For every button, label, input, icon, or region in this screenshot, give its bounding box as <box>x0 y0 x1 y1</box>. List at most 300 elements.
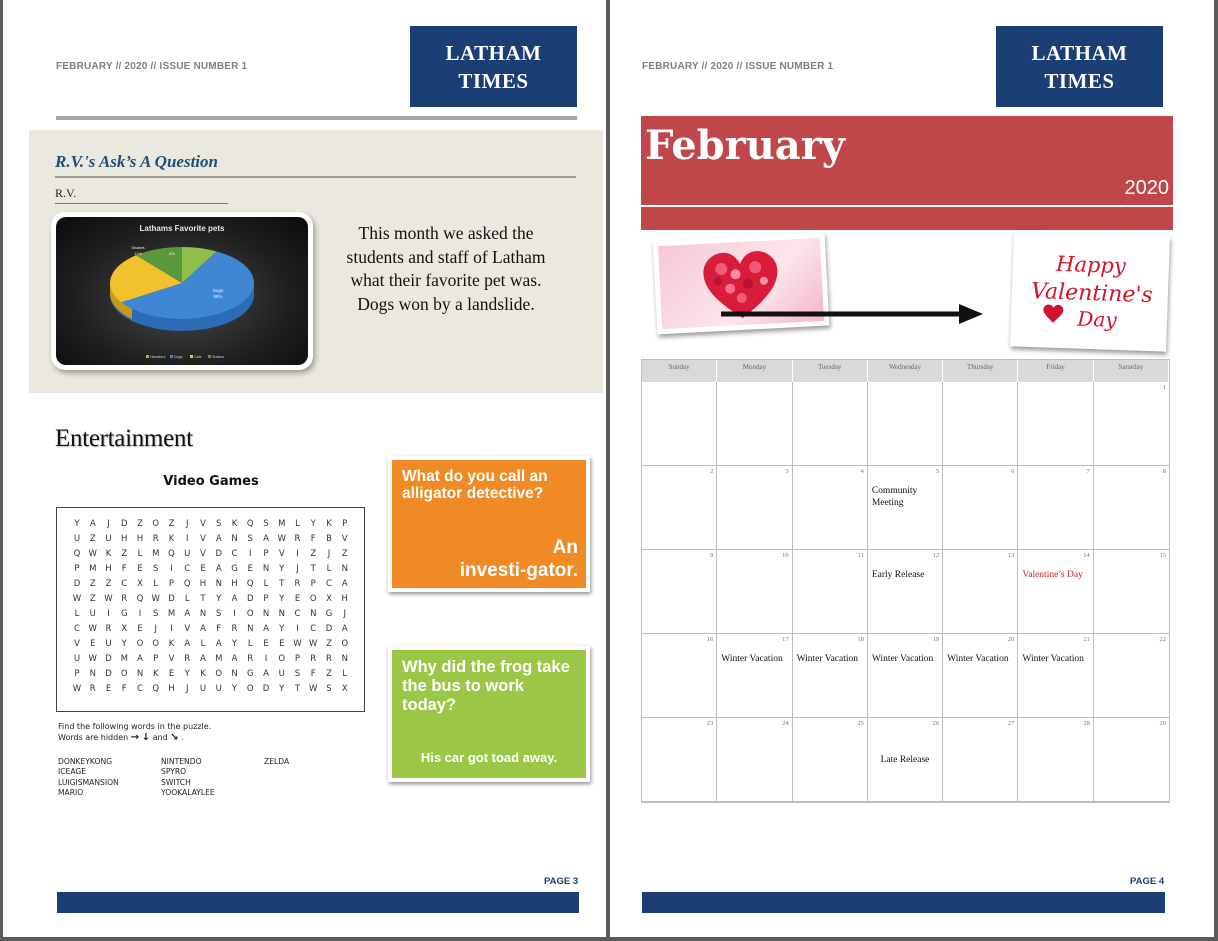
word-search-letter: A <box>341 579 348 589</box>
calendar-day-cell <box>1018 550 1093 634</box>
legend-entry: Cats <box>194 355 202 359</box>
day-number: 4 <box>860 468 864 475</box>
word-search-letter: Z <box>89 534 96 544</box>
masthead <box>410 26 577 107</box>
word-search-letter: N <box>231 669 238 679</box>
word-search-letter: Z <box>168 519 175 529</box>
word-search-letter: A <box>184 639 191 649</box>
word-search-letter: L <box>184 594 190 604</box>
header-rule <box>56 116 577 120</box>
word-search-letter: M <box>152 549 160 559</box>
calendar-day-cell <box>717 718 792 802</box>
calendar-day-cell <box>1094 550 1169 634</box>
legend-entry: Hamsters <box>150 355 166 359</box>
word-search-instructions <box>58 721 211 743</box>
word-search-letter: C <box>231 549 238 559</box>
word-search-letter: W <box>72 594 82 604</box>
word-search-letter: Y <box>231 639 238 649</box>
word-search-letter: J <box>185 684 189 694</box>
weekday-label: Friday <box>1018 360 1093 382</box>
word-search-letter: R <box>310 654 317 664</box>
day-number: 21 <box>1083 636 1090 643</box>
day-number: 8 <box>1162 468 1166 475</box>
word-search-letter: U <box>215 684 222 694</box>
word-search-letter: I <box>170 564 173 574</box>
word-search-letter: V <box>278 549 285 559</box>
dateline: FEBRUARY // 2020 // ISSUE NUMBER 1 <box>642 61 834 72</box>
word-search-letter: A <box>263 534 269 544</box>
day-number: 9 <box>710 552 714 559</box>
word-search-letter: Q <box>168 549 175 559</box>
word-search-letter: H <box>105 564 112 574</box>
word-search-letter: I <box>248 549 252 559</box>
calendar-day-cell <box>868 634 943 718</box>
joke-question: Why did the frog take the bus to work today? <box>402 658 570 714</box>
word-search-letter: A <box>184 609 191 619</box>
word-search-letter: W <box>88 654 97 664</box>
word-search-letter: H <box>168 684 175 694</box>
valentine-line-3: Day <box>1076 306 1118 332</box>
day-number: 17 <box>782 636 789 643</box>
word-search-letter: P <box>153 654 159 664</box>
calendar-weekday-header <box>642 360 1169 382</box>
word-search-letter: Z <box>326 669 332 679</box>
word-search-letter: Z <box>137 519 143 529</box>
word-search-letter: P <box>263 549 269 559</box>
word-search-letter: F <box>310 669 316 679</box>
word-list-item: YOOKALAYLEE <box>161 788 215 798</box>
word-search-row <box>70 564 352 579</box>
word-search-letter: I <box>296 549 299 559</box>
day-number: 7 <box>1086 468 1090 475</box>
word-search-letter: O <box>215 669 223 679</box>
day-number: 16 <box>706 636 714 643</box>
word-search-letter: A <box>263 624 269 634</box>
question-summary: This month we asked the students and staff of Latham what their favorite pet was. Dogs won by a landslide. <box>346 223 546 314</box>
calendar-day-cell <box>642 382 717 466</box>
word-search-letter: U <box>73 654 81 664</box>
pie-slices <box>110 247 254 319</box>
word-search-grid <box>56 507 365 712</box>
word-search-letter: O <box>309 594 317 604</box>
word-search-letter: O <box>341 639 349 649</box>
word-list-item: ZELDA <box>264 757 290 766</box>
joke-card-frog <box>388 646 590 782</box>
author-byline: R.V. <box>55 186 77 200</box>
weekday-label: Sunday <box>642 360 717 382</box>
footer-bar <box>57 892 579 913</box>
ask-a-question-section <box>29 130 603 393</box>
word-search-letter: U <box>89 609 96 619</box>
word-search-letter: A <box>137 654 143 664</box>
instructions-line-1: Find the following words in the puzzle. <box>58 722 212 731</box>
day-number: 1 <box>1162 384 1166 391</box>
word-search-letter: A <box>200 624 206 634</box>
word-search-letter: W <box>72 684 82 694</box>
word-search-letter: K <box>231 519 238 529</box>
day-number: 5 <box>935 468 940 475</box>
word-search-letter: X <box>121 624 128 634</box>
word-search-letter: A <box>341 624 348 634</box>
word-search-letter: Y <box>279 684 285 694</box>
word-search-letter: Z <box>341 549 348 559</box>
word-search-letter: V <box>74 639 80 649</box>
word-search-letter: G <box>231 564 238 574</box>
word-search-letter: N <box>199 609 207 619</box>
title-rule <box>55 176 576 178</box>
word-search-letter: I <box>233 609 236 619</box>
word-search-letter: V <box>184 624 191 634</box>
calendar-day-cell <box>943 466 1018 550</box>
word-search-letter: E <box>105 684 112 694</box>
word-search-letter: M <box>120 654 128 664</box>
word-search-letter: O <box>278 654 286 664</box>
word-search-letter: O <box>152 639 160 649</box>
word-search-letter: I <box>296 624 299 634</box>
word-search-letter: R <box>294 579 301 589</box>
word-search-letter: X <box>326 594 332 604</box>
calendar-day-cell <box>717 550 792 634</box>
word-search-letter: X <box>341 684 348 694</box>
day-number: 20 <box>1007 636 1015 643</box>
instructions-prefix: Words are hidden <box>58 733 129 742</box>
calendar-day-cell <box>1094 718 1169 802</box>
word-list-item: MARIO <box>58 788 84 798</box>
weekday-label: Tuesday <box>793 360 868 382</box>
word-search-letter: I <box>138 609 142 619</box>
word-search-letter: D <box>262 684 270 694</box>
newsletter-page-4 <box>610 0 1214 937</box>
word-search-letter: L <box>153 579 159 589</box>
page-number: PAGE 4 <box>1130 876 1165 887</box>
calendar-day-cell <box>1018 466 1093 550</box>
word-search-letter: E <box>137 564 143 574</box>
calendar-event: Winter Vacation <box>1022 654 1084 664</box>
word-search-letter: W <box>151 594 160 604</box>
word-search-letter: F <box>121 684 127 694</box>
word-search-letter: V <box>200 534 206 544</box>
word-search-letter: K <box>168 639 175 649</box>
word-search-letter: U <box>105 534 112 544</box>
word-search-letter: R <box>89 684 96 694</box>
word-search-letter: T <box>279 579 285 589</box>
calendar-event: Late Release <box>880 755 930 765</box>
word-search-letter: A <box>215 564 222 574</box>
word-search-letter: I <box>107 609 110 619</box>
dogs-data-value: 58% <box>213 294 223 299</box>
word-search-letter: H <box>121 534 128 544</box>
calendar-day-cell <box>793 382 868 466</box>
word-search-letter: S <box>153 609 159 619</box>
word-search-letter: S <box>247 534 253 544</box>
word-search-letter: W <box>104 594 113 604</box>
word-search-letter: S <box>153 564 159 574</box>
word-search-letter: Q <box>73 549 81 559</box>
chart-title: Lathams Favorite pets <box>139 224 225 233</box>
word-search-letter: P <box>74 669 80 679</box>
word-search-letter: G <box>246 669 254 679</box>
word-search-letter: A <box>231 594 238 604</box>
calendar-event: Winter Vacation <box>947 654 1009 664</box>
word-search-letter: R <box>121 594 128 604</box>
word-search-letter: A <box>231 654 238 664</box>
word-search-letter: D <box>120 519 128 529</box>
word-search-letter: M <box>278 519 286 529</box>
calendar-day-cell <box>642 550 717 634</box>
word-search-letter: D <box>73 579 81 589</box>
word-search-letter: E <box>247 564 253 574</box>
day-number: 24 <box>782 720 789 727</box>
day-number: 23 <box>706 720 714 727</box>
word-search-row <box>70 654 352 669</box>
word-search-letter: U <box>199 684 207 694</box>
word-search-letter: V <box>168 654 175 664</box>
word-search-letter: S <box>216 609 222 619</box>
word-search-letter: N <box>278 609 285 619</box>
word-search-letter: P <box>263 594 269 604</box>
arrow-right-icon: → <box>130 732 140 743</box>
word-search-letter: H <box>136 534 144 544</box>
calendar-day-cell <box>793 466 868 550</box>
month-title: February <box>645 122 846 169</box>
word-search-letter: R <box>247 654 254 664</box>
word-search-letter: A <box>89 519 96 529</box>
word-search-letter: N <box>215 579 222 589</box>
weekday-label: Wednesday <box>868 360 943 382</box>
word-search-letter: K <box>105 549 112 559</box>
word-list <box>58 757 378 799</box>
word-list-item <box>264 767 367 777</box>
calendar-event: Winter Vacation <box>721 654 783 664</box>
word-search-letter: J <box>327 549 331 559</box>
joke-answer-line-2: investi-gator. <box>459 560 578 581</box>
word-search-letter: W <box>309 684 318 694</box>
word-search-letter: N <box>341 654 348 664</box>
chart-legend <box>146 355 224 359</box>
word-search-letter: N <box>262 609 270 619</box>
word-search-letter: J <box>343 609 346 619</box>
valentines-day-card <box>1010 231 1170 351</box>
word-search-letter: R <box>152 534 159 544</box>
word-search-letter: X <box>137 579 143 589</box>
word-search-letter: N <box>89 669 96 679</box>
calendar-grid <box>642 382 1169 802</box>
word-search-letter: C <box>310 624 317 634</box>
word-search-row <box>70 534 352 549</box>
word-search-letter: S <box>263 519 269 529</box>
arrow-down-icon: ↓ <box>141 732 151 743</box>
day-number: 11 <box>857 552 864 559</box>
calendar-day-cell <box>642 634 717 718</box>
word-search-letter: C <box>137 684 143 694</box>
word-search-letter: R <box>231 624 238 634</box>
calendar-day-cell <box>1094 382 1169 466</box>
calendar-day-cell <box>717 466 792 550</box>
word-search-letter: T <box>294 684 301 694</box>
day-number: 28 <box>1083 720 1090 727</box>
word-search-letter: J <box>185 519 189 529</box>
day-number: 18 <box>857 636 864 643</box>
valentines-card-art <box>1010 231 1170 351</box>
word-search-letter: C <box>74 624 80 634</box>
word-search-letter: N <box>262 564 270 574</box>
word-search-letter: A <box>263 669 269 679</box>
weekday-label: Monday <box>717 360 792 382</box>
calendar-event: Early Release <box>871 570 925 580</box>
word-search-letter: Y <box>231 684 238 694</box>
word-search-letter: O <box>120 669 128 679</box>
word-search-letter: N <box>231 534 238 544</box>
word-list-item: SPYRO <box>161 767 187 777</box>
legend-swatch <box>146 355 149 358</box>
legend-swatch <box>170 355 173 358</box>
word-search-letter: P <box>74 564 80 574</box>
word-search-letter: Q <box>152 684 160 694</box>
banner-rule <box>641 205 1173 207</box>
instructions-and: and <box>152 733 168 742</box>
day-number: 22 <box>1159 636 1166 643</box>
calendar-day-cell <box>868 718 943 802</box>
day-number: 2 <box>710 468 714 475</box>
word-search-letter: Q <box>183 579 191 589</box>
day-number: 6 <box>1011 468 1015 475</box>
word-search-letter: U <box>184 549 191 559</box>
word-search-letter: L <box>74 609 80 619</box>
weekday-label: Thursday <box>943 360 1018 382</box>
word-search-letter: Z <box>326 639 332 649</box>
calendar-day-cell <box>868 382 943 466</box>
word-search-letter: D <box>105 654 112 664</box>
word-search-title: Video Games <box>163 474 259 489</box>
word-search-letter: T <box>200 594 206 604</box>
section-title: R.V.'s Ask’s A Question <box>55 152 218 171</box>
word-search-letter: C <box>326 579 332 589</box>
calendar-day-cell <box>642 466 717 550</box>
word-search-row <box>70 684 352 699</box>
word-search-letter: W <box>88 624 97 634</box>
day-number: 25 <box>857 720 864 727</box>
word-search-letter: M <box>167 609 176 619</box>
word-search-letter: E <box>137 624 143 634</box>
february-calendar <box>641 359 1170 803</box>
joke-card-alligator <box>388 456 590 592</box>
word-search-letter: U <box>73 534 81 544</box>
weekday-label: Saturday <box>1094 360 1169 382</box>
calendar-day-cell <box>793 550 868 634</box>
word-search-letter: R <box>294 534 301 544</box>
word-search-letter: K <box>326 519 332 529</box>
word-list-item: DONKEYKONG <box>58 757 113 766</box>
valentine-line-2: Valentine's <box>1030 278 1154 309</box>
word-search-letter: J <box>296 564 299 574</box>
word-search-letter: C <box>184 564 191 574</box>
calendar-day-cell <box>943 550 1018 634</box>
day-number: 27 <box>1007 720 1015 727</box>
word-search-letter: T <box>310 564 316 574</box>
newsletter-page-3 <box>3 0 606 937</box>
masthead-line-2: TIMES <box>1044 69 1115 93</box>
word-search-letter: P <box>168 579 175 589</box>
word-search-letter: K <box>152 669 159 679</box>
word-search-letter: L <box>137 549 143 559</box>
valentine-line-1: Happy <box>1055 251 1127 279</box>
legend-swatch <box>208 355 211 358</box>
word-search-letter: Q <box>136 594 144 604</box>
joke-answer-line-1: An <box>552 537 578 558</box>
instructions-line-2: Words are hidden → ↓ and ↘ . <box>58 732 184 743</box>
word-search-letter: L <box>200 639 206 649</box>
word-search-letter: Y <box>279 594 285 604</box>
entertainment-heading: Entertainment <box>55 425 193 452</box>
calendar-day-cell <box>1094 466 1169 550</box>
snakes-data-value: 11% <box>134 251 142 256</box>
word-search-letter: Z <box>310 549 317 559</box>
word-search-letter: Z <box>105 579 112 589</box>
word-search-letter: N <box>310 609 317 619</box>
word-search-letter: I <box>264 654 268 664</box>
word-search-letter: D <box>105 669 112 679</box>
word-search-letter: Y <box>279 624 285 634</box>
word-search-letter: B <box>326 534 332 544</box>
word-search-letter: A <box>215 534 222 544</box>
word-search-letter: W <box>309 639 318 649</box>
legend-entry: Snakes <box>212 355 224 359</box>
pie-chart <box>56 217 308 365</box>
word-search-letter: C <box>294 609 301 619</box>
word-search-letter: G <box>325 609 333 619</box>
word-search-letter: M <box>89 564 97 574</box>
word-search-letter: Y <box>74 519 80 529</box>
calendar-event: Winter Vacation <box>796 654 858 664</box>
word-search-letter: Q <box>246 519 254 529</box>
word-search-letter: Y <box>310 519 316 529</box>
calendar-day-cell <box>868 466 943 550</box>
word-search-letter: U <box>105 639 112 649</box>
word-list-item: ICEAGE <box>58 767 87 777</box>
calendar-day-cell <box>943 718 1018 802</box>
calendar-event: Community Meeting <box>871 486 918 508</box>
word-search-letter: E <box>200 564 206 574</box>
word-search-letter: N <box>341 564 348 574</box>
word-list-item: SWITCH <box>161 777 191 787</box>
word-search-letter: E <box>90 639 96 649</box>
word-search-letter: V <box>341 534 348 544</box>
day-number: 26 <box>932 720 940 727</box>
calendar-day-cell <box>1094 634 1169 718</box>
word-search-letter: Z <box>89 594 96 604</box>
calendar-event: Winter Vacation <box>871 654 934 664</box>
word-search-letter: F <box>310 534 316 544</box>
joke-answer <box>460 536 578 582</box>
byline-rule <box>55 203 228 204</box>
word-search-letter: J <box>154 624 157 634</box>
word-search-letter: L <box>342 669 348 679</box>
day-number: 19 <box>932 636 940 643</box>
calendar-day-cell <box>868 550 943 634</box>
word-search-letter: L <box>263 579 269 589</box>
day-number: 15 <box>1159 552 1166 559</box>
word-search-letter: Z <box>121 549 128 559</box>
calendar-day-cell <box>1018 634 1093 718</box>
word-search-letter: J <box>107 519 110 529</box>
word-search-letter: V <box>200 549 206 559</box>
word-search-letter: Y <box>216 594 222 604</box>
word-search-letter: I <box>170 624 173 634</box>
word-search-row <box>70 579 352 594</box>
page-number: PAGE 3 <box>544 876 579 887</box>
word-search-letter: W <box>88 549 97 559</box>
month-banner <box>641 116 1173 230</box>
